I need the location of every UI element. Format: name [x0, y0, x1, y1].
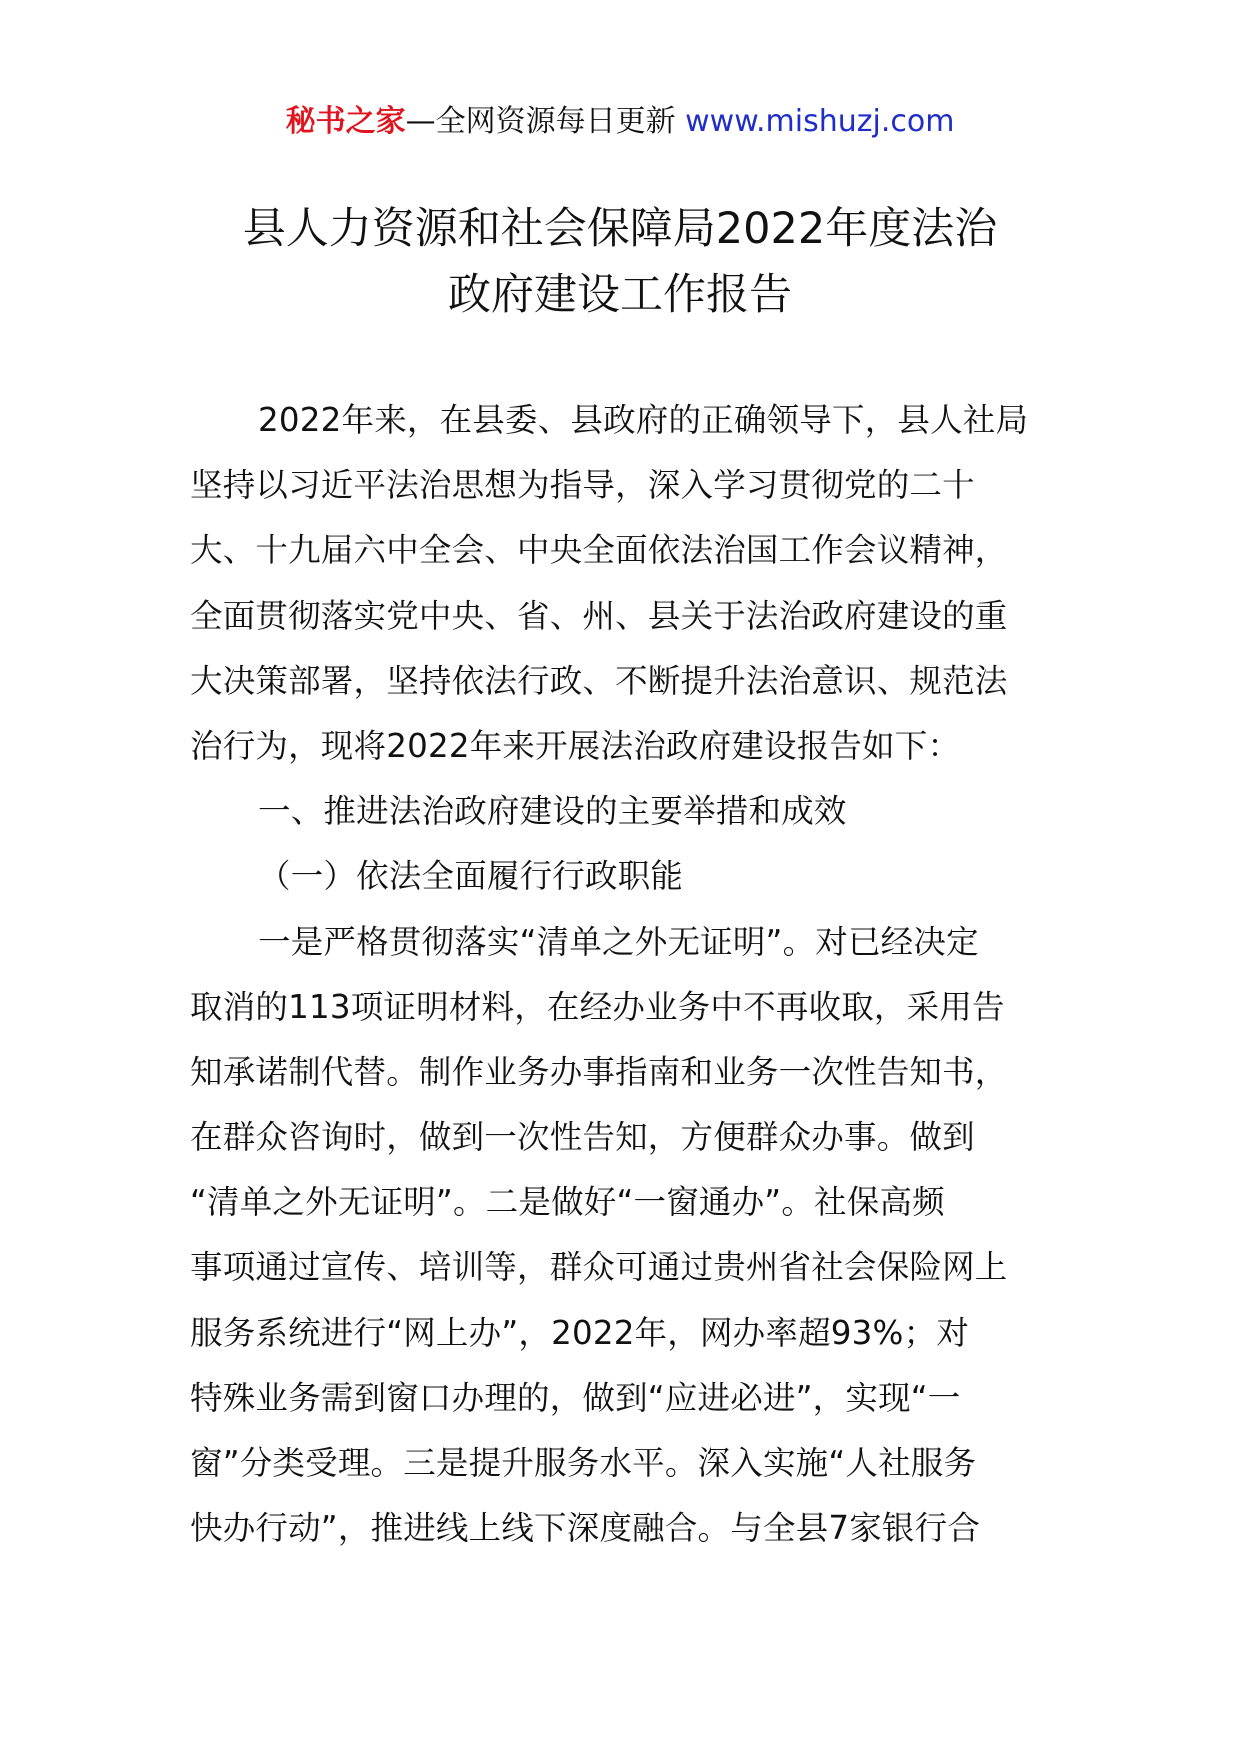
- body-line: “清单之外无证明”。二是做好“一窗通办”。社保高频: [190, 1183, 945, 1222]
- body-line: 窗”分类受理。三是提升服务水平。深入实施“人社服务: [190, 1444, 977, 1482]
- body-line: 坚持以习近平法治思想为指导，深入学习贯彻党的二十: [190, 466, 975, 505]
- site-url[interactable]: www.mishuzj.com: [685, 104, 955, 139]
- body-line: 大决策部署，坚持依法行政、不断提升法治意识、规范法: [190, 661, 1008, 700]
- document-body: [190, 388, 1060, 1561]
- title-line-1: 县人力资源和社会保障局2022年度法治: [242, 204, 998, 254]
- subsection-heading: （一）依法全面履行行政职能: [258, 857, 684, 896]
- body-line: 全面贯彻落实党中央、省、州、县关于法治政府建设的重: [190, 596, 1008, 635]
- site-header: [0, 100, 1240, 144]
- body-line: 一是严格贯彻落实“清单之外无证明”。对已经决定: [258, 922, 979, 961]
- header-slogan: —全网资源每日更新: [405, 104, 676, 139]
- body-line: 特殊业务需到窗口办理的，做到“应进必进”，实现“一: [190, 1378, 961, 1417]
- body-line: 快办行动”，推进线上线下深度融合。与全县7家银行合: [190, 1509, 981, 1548]
- body-line: 知承诺制代替。制作业务办事指南和业务一次性告知书，: [190, 1052, 1008, 1091]
- body-line: 服务系统进行“网上办”，2022年，网办率超93%；对: [190, 1313, 970, 1352]
- title-line-2: 政府建设工作报告: [448, 270, 792, 320]
- body-line: 在群众咨询时，做到一次性告知，方便群众办事。做到: [190, 1118, 975, 1157]
- body-line: 2022年来，在县委、县政府的正确领导下，县人社局: [258, 401, 1029, 439]
- body-line: 事项通过宣传、培训等，群众可通过贵州省社会保险网上: [190, 1248, 1008, 1287]
- document-title: [0, 196, 1240, 328]
- body-line: 大、十九届六中全会、中央全面依法治国工作会议精神，: [190, 531, 1008, 570]
- body-line: 取消的113项证明材料，在经办业务中不再收取，采用告: [190, 987, 1005, 1026]
- brand-name: 秘书之家: [285, 104, 406, 139]
- body-line: 治行为，现将2022年来开展法治政府建设报告如下：: [190, 726, 961, 765]
- section-heading: 一、推进法治政府建设的主要举措和成效: [258, 792, 847, 831]
